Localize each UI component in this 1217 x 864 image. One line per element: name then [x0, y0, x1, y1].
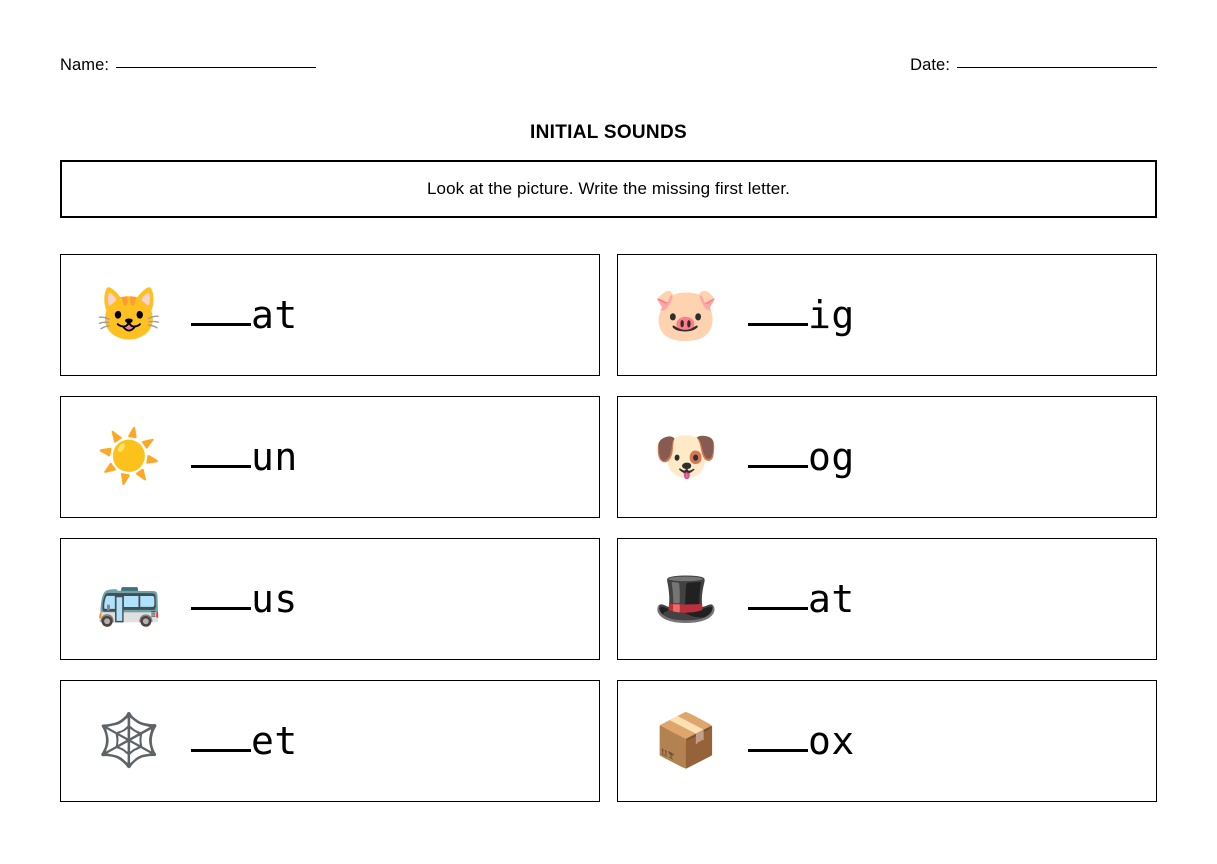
answer-blank-line[interactable] [191, 749, 251, 752]
word-ending: et [251, 719, 298, 763]
exercise-card[interactable] [617, 396, 1157, 518]
word-ending: at [808, 577, 855, 621]
page-title: INITIAL SOUNDS [530, 122, 687, 143]
date-label: Date: [910, 56, 950, 74]
exercise-grid [60, 254, 1157, 802]
word-prompt [191, 577, 298, 621]
word-prompt [748, 435, 855, 479]
word-ending: ox [808, 719, 855, 763]
word-ending: un [251, 435, 298, 479]
answer-blank-line[interactable] [748, 749, 808, 752]
word-prompt [191, 435, 298, 479]
exercise-card[interactable] [617, 538, 1157, 660]
word-ending: og [808, 435, 855, 479]
name-field-group [60, 56, 316, 75]
word-ending: at [251, 293, 298, 337]
bus-emoji: 🚌 [96, 570, 162, 628]
word-prompt [748, 577, 855, 621]
answer-blank-line[interactable] [748, 607, 808, 610]
exercise-card[interactable] [60, 538, 600, 660]
package-box-emoji: 📦 [653, 712, 719, 770]
word-prompt [748, 293, 855, 337]
exercise-card[interactable] [60, 396, 600, 518]
name-label: Name: [60, 56, 110, 74]
exercise-card[interactable] [60, 680, 600, 802]
answer-blank-line[interactable] [748, 465, 808, 468]
name-write-line[interactable] [116, 67, 316, 68]
cat-face-emoji: 😺 [96, 286, 162, 344]
word-prompt [748, 719, 855, 763]
pig-face-emoji: 🐷 [653, 286, 719, 344]
dog-face-emoji: 🐶 [653, 428, 719, 486]
answer-blank-line[interactable] [748, 323, 808, 326]
student-header [60, 56, 1157, 86]
spider-web-emoji: 🕸️ [96, 712, 162, 770]
date-field-group [910, 56, 1157, 75]
word-ending: ig [808, 293, 855, 337]
word-prompt [191, 719, 298, 763]
instruction-text: Look at the picture. Write the missing first letter. [427, 179, 790, 198]
exercise-card[interactable] [617, 254, 1157, 376]
answer-blank-line[interactable] [191, 465, 251, 468]
sun-emoji: ☀️ [96, 428, 162, 486]
word-prompt [191, 293, 298, 337]
date-write-line[interactable] [957, 67, 1157, 68]
top-hat-emoji: 🎩 [653, 570, 719, 628]
exercise-card[interactable] [617, 680, 1157, 802]
exercise-card[interactable] [60, 254, 600, 376]
answer-blank-line[interactable] [191, 607, 251, 610]
answer-blank-line[interactable] [191, 323, 251, 326]
instruction-banner [60, 160, 1157, 218]
word-ending: us [251, 577, 298, 621]
